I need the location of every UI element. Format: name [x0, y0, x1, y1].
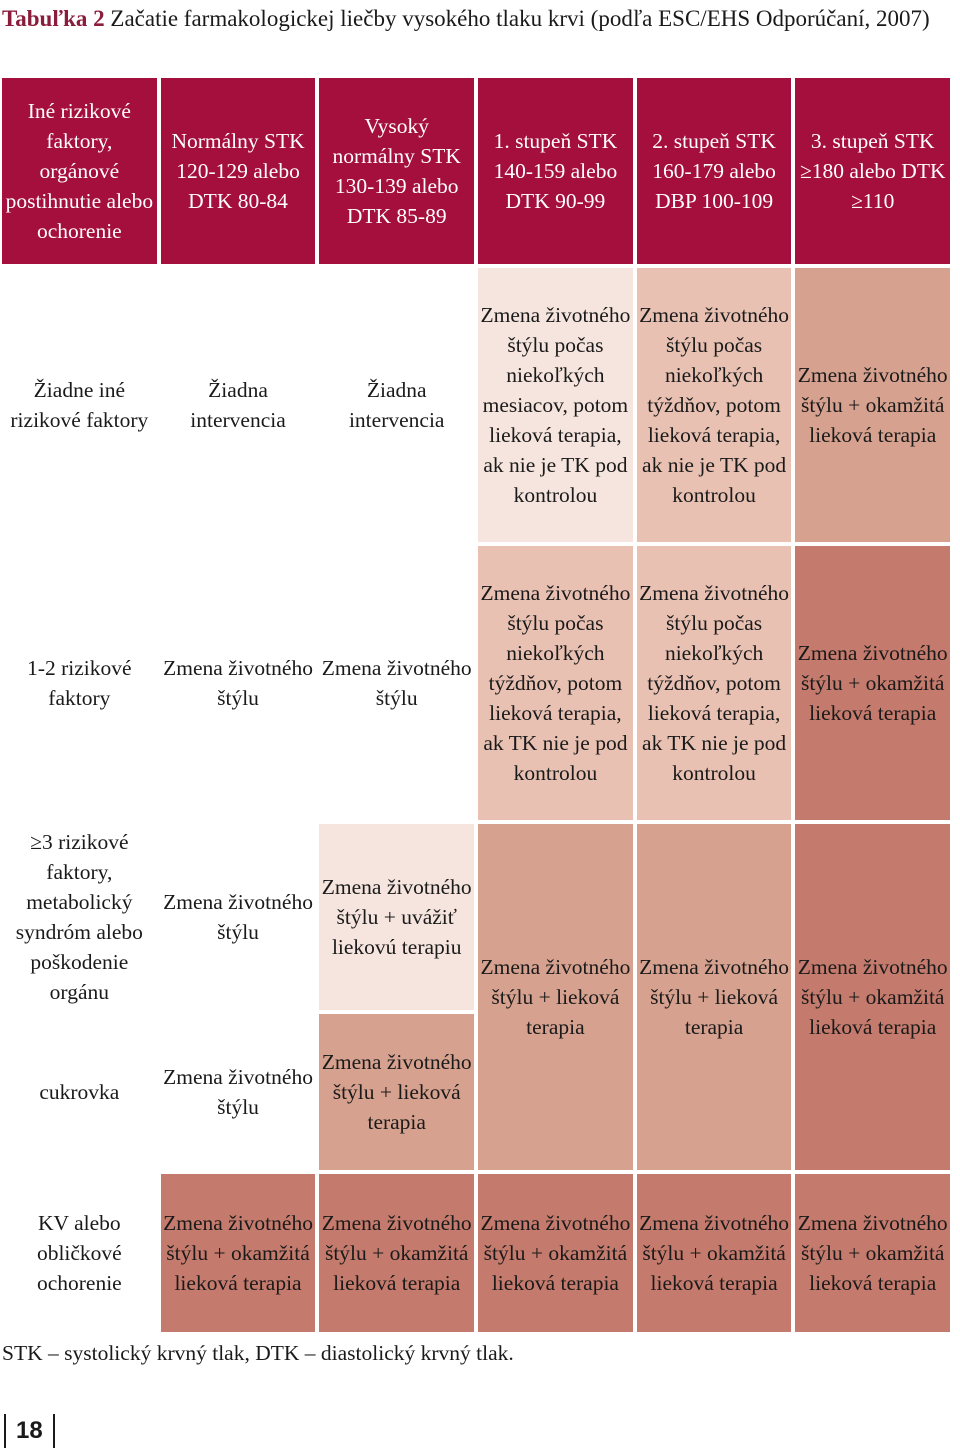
- table-cell: Zmena životného štýlu + okamžitá lieková terapia: [161, 1174, 316, 1332]
- table-cell: Zmena životného štýlu počas niekoľkých týždňov, potom lieková terapia, ak TK nie je pod kontrolou: [478, 546, 633, 820]
- table-cell: Zmena životného štýlu + okamžitá lieková terapia: [795, 546, 950, 820]
- header-normal: Normálny STK 120-129 alebo DTK 80-84: [161, 78, 316, 264]
- table-cell: Zmena životného štýlu: [161, 824, 316, 1010]
- table-row: [2, 268, 950, 542]
- header-high-normal: Vysoký normálny STK 130-139 alebo DTK 85-89: [319, 78, 474, 264]
- table-cell: Zmena životného štýlu: [161, 1014, 316, 1170]
- table-row: [2, 824, 950, 1010]
- table-cell: Zmena životného štýlu počas niekoľkých týždňov, potom lieková terapia, ak TK nie je pod kontrolou: [637, 546, 792, 820]
- table-cell: Zmena životného štýlu + uvážiť liekovú terapiu: [319, 824, 474, 1010]
- table-caption: [2, 4, 952, 34]
- page-number: 18: [4, 1414, 55, 1448]
- table-cell: Zmena životného štýlu + lieková terapia: [478, 824, 633, 1170]
- table-cell: Žiadna intervencia: [319, 268, 474, 542]
- header-grade-2: 2. stupeň STK 160-179 alebo DBP 100-109: [637, 78, 792, 264]
- table-cell: Zmena životného štýlu počas niekoľkých týždňov, potom lieková terapia, ak nie je TK pod kontrolou: [637, 268, 792, 542]
- footnote: STK – systolický krvný tlak, DTK – diastolický krvný tlak.: [2, 1341, 514, 1365]
- row-label: Žiadne iné rizikové faktory: [2, 268, 157, 542]
- row-label: KV alebo obličkové ochorenie: [2, 1174, 157, 1332]
- header-grade-3: 3. stupeň STK ≥180 alebo DTK ≥110: [795, 78, 950, 264]
- table-row: [2, 1174, 950, 1332]
- row-label: 1-2 rizikové faktory: [2, 546, 157, 820]
- table-cell: Zmena životného štýlu: [161, 546, 316, 820]
- row-label: ≥3 rizikové faktory, metabolický syndróm alebo poškodenie orgánu: [2, 824, 157, 1010]
- table-cell: Zmena životného štýlu + okamžitá lieková terapia: [795, 824, 950, 1170]
- table-cell: Zmena životného štýlu + okamžitá lieková terapia: [795, 1174, 950, 1332]
- header-risk-factors: Iné rizikové faktory, orgánové postihnutie alebo ochorenie: [2, 78, 157, 264]
- table-cell: Zmena životného štýlu + okamžitá lieková terapia: [795, 268, 950, 542]
- table-row: [2, 546, 950, 820]
- table-cell: Zmena životného štýlu: [319, 546, 474, 820]
- caption-text: Začatie farmakologickej liečby vysokého tlaku krvi (podľa ESC/EHS Odporúčaní, 2007): [104, 6, 930, 31]
- table-cell: Zmena životného štýlu + lieková terapia: [319, 1014, 474, 1170]
- table-cell: Zmena životného štýlu počas niekoľkých mesiacov, potom lieková terapia, ak nie je TK pod kontrolou: [478, 268, 633, 542]
- header-row: [2, 78, 950, 264]
- table-cell: Zmena životného štýlu + okamžitá lieková terapia: [319, 1174, 474, 1332]
- table-cell: Žiadna intervencia: [161, 268, 316, 542]
- table-cell: Zmena životného štýlu + okamžitá lieková terapia: [637, 1174, 792, 1332]
- caption-label: Tabuľka 2: [2, 6, 105, 31]
- treatment-table: [0, 74, 954, 1336]
- header-grade-1: 1. stupeň STK 140-159 alebo DTK 90-99: [478, 78, 633, 264]
- row-label: cukrovka: [2, 1014, 157, 1170]
- table-cell: Zmena životného štýlu + okamžitá lieková terapia: [478, 1174, 633, 1332]
- table-cell: Zmena životného štýlu + lieková terapia: [637, 824, 792, 1170]
